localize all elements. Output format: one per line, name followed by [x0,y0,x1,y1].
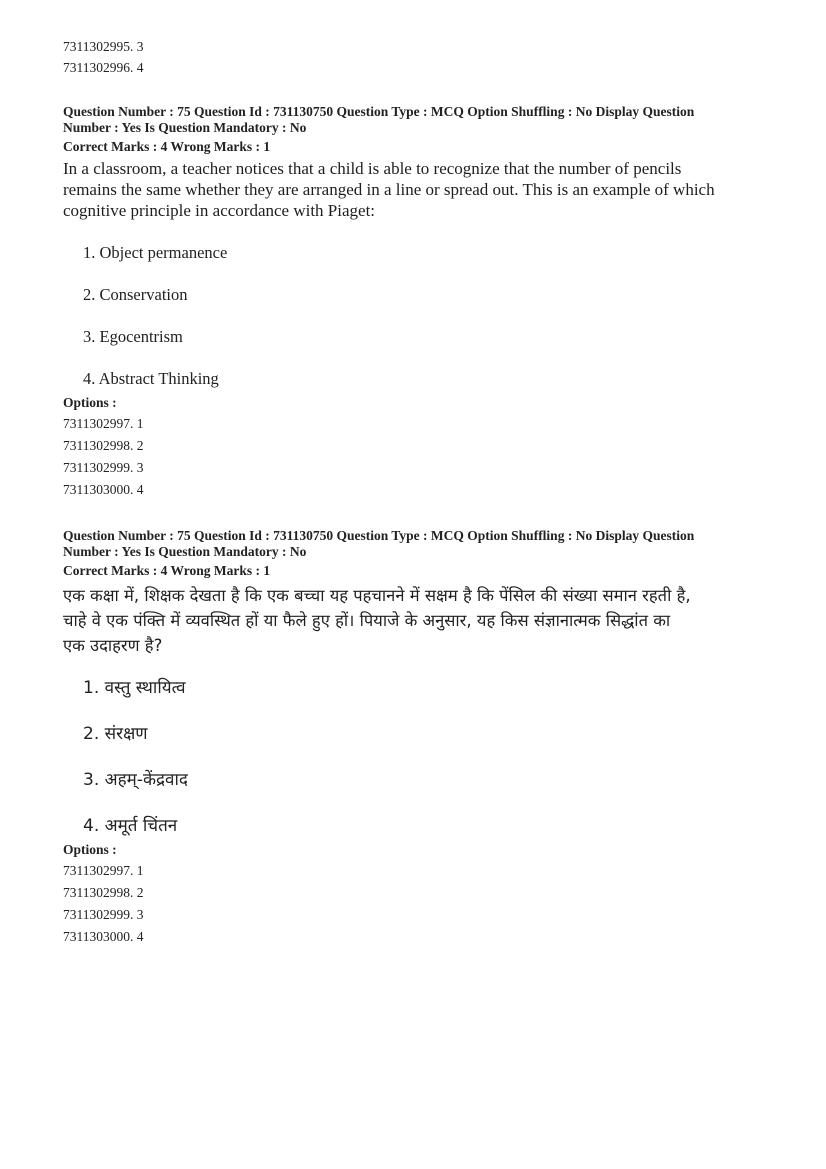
answer-choice: 1. वस्तु स्थायित्व [83,678,186,698]
answer-choice: 3. Egocentrism [83,327,183,346]
option-row: 7311303000. 4 [63,929,144,944]
marks-line: Correct Marks : 4 Wrong Marks : 1 [63,139,271,154]
question-block-hindi [63,528,783,948]
marks-line: Correct Marks : 4 Wrong Marks : 1 [63,563,271,578]
answer-choice: 2. संरक्षण [83,724,148,744]
option-row: 7311302999. 3 [63,907,144,922]
option-row: 7311302998. 2 [63,438,144,453]
option-row: 7311302999. 3 [63,460,144,475]
answer-choice: 3. अहम्-केंद्रवाद [83,770,188,790]
answer-choice: 4. अमूर्त चिंतन [83,816,178,836]
question-meta-line: Question Number : 75 Question Id : 731130750 Question Type : MCQ Option Shuffling : No Display Question [63,528,695,543]
document-page [63,36,783,948]
answer-choice: 2. Conservation [83,285,188,304]
option-row: 7311302996. 4 [63,60,144,75]
options-label: Options : [63,395,117,410]
answer-choice: 4. Abstract Thinking [83,369,219,388]
option-row: 7311303000. 4 [63,482,144,497]
question-text: In a classroom, a teacher notices that a child is able to recognize that the number of pencils remains the same whether they are arranged in a line or spread out. This is an example of which cognitive principle in accordance with Piaget: [63,159,715,220]
options-label: Options : [63,842,117,857]
question-block-english [63,104,783,501]
question-meta-line: Number : Yes Is Question Mandatory : No [63,544,307,559]
answer-choice: 1. Object permanence [83,243,228,262]
option-row: 7311302997. 1 [63,416,144,431]
question-meta-line: Number : Yes Is Question Mandatory : No [63,120,307,135]
option-row: 7311302997. 1 [63,863,144,878]
option-row: 7311302998. 2 [63,885,144,900]
question-meta-line: Question Number : 75 Question Id : 731130750 Question Type : MCQ Option Shuffling : No Display Question [63,104,695,119]
answer-choices [63,676,783,838]
previous-options [63,36,783,78]
answer-choices [63,243,783,389]
question-text: एक कक्षा में, शिक्षक देखता है कि एक बच्चा यह पहचानने में सक्षम है कि पेंसिल की संख्या समान रहती है, चाहे वे एक पंक्ति में व्यवस्थित हों या फैले हुए हों। पियाजे के अनुसार, यह किस संज्ञानात्मक सिद्धांत का एक उदाहरण है? [63,586,691,655]
option-row: 7311302995. 3 [63,39,144,54]
